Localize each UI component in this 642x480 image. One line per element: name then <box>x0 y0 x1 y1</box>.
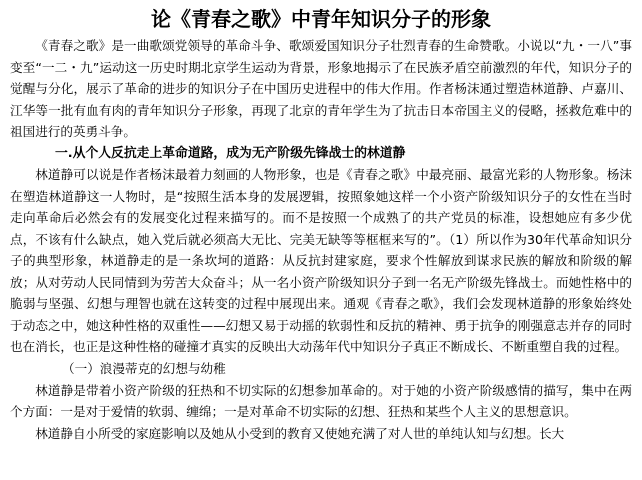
final-paragraph: 林道静自小所受的家庭影响以及她从小受到的教育又使她充满了对人世的单纯认知与幻想。长大 <box>35 425 565 441</box>
document-title: 论《青春之歌》中青年知识分子的形象 <box>151 7 491 31</box>
section-heading-1: 一.从个人反抗走上革命道路，成为无产阶级先锋战士的林道静 <box>55 145 406 161</box>
section-1-paragraph: 林道静可以说是作者杨沫最着力刻画的人物形象，也是《青春之歌》中最亮丽、最富光彩的人物形象。杨沫在塑造林道静这一人物时，是“按照生活本身的发展逻辑，按照象她这样一个小资产阶级知识分子的女性在当时走向革命后必然会有的发展变化过程来描写的。而不是按照一个成熟了的共产党员的标准，设想她应有多少优点，不该有什么缺点，她入党后就必须高大无比、完美无缺等等框框来写的”。（1）所以作为30年代革命知识分子的典型形象，林道静走的是一条坎坷的道路：从反抗封建家庭，要求个性解放到谋求民族的解放和阶级的解放；从对劳动人民同情到为劳苦大众奋斗；从一名小资产阶级知识分子到一名无产阶级先锋战士。而她性格中的脆弱与坚强、幻想与理智也就在这转变的过程中展现出来。通观《青春之歌》，我们会发现林道静的形象始终处于动态之中，她这种性格的双重性——幻想又易于动摇的软弱性和反抗的精神、勇于抗争的刚强意志并存的同时也在消长，也正是这种性格的碰撞才真实的反映出大动荡年代中知识分子真正不断成长、不断重塑自我的过程。 <box>10 167 632 354</box>
intro-paragraph: 《青春之歌》是一曲歌颂党领导的革命斗争、歌颂爱国知识分子壮烈青春的生命赞歌。小说以“九・一八”事变至“一二・九”运动这一历史时期北京学生运动为背景，形象地揭示了在民族矛盾空前激烈的年代，知识分子的觉醒与分化，展示了革命的进步的知识分子在中国历史进程中的伟大作用。作者杨沫通过塑造林道静、卢嘉川、江华等一批有血有肉的青年知识分子形象，再现了北京的青年学生为了抗击日本帝国主义的侵略，拯救危难中的祖国进行的英勇斗争。 <box>10 38 632 139</box>
subsection-1-paragraph: 林道静是带着小资产阶级的狂热和不切实际的幻想参加革命的。对于她的小资产阶级感情的描写，集中在两个方面：一是对于爱情的软弱、缠绵；一是对革命不切实际的幻想、狂热和某些个人主义的思想意识。 <box>10 382 632 419</box>
subsection-heading-1: （一）浪漫蒂克的幻想与幼稚 <box>62 360 226 376</box>
